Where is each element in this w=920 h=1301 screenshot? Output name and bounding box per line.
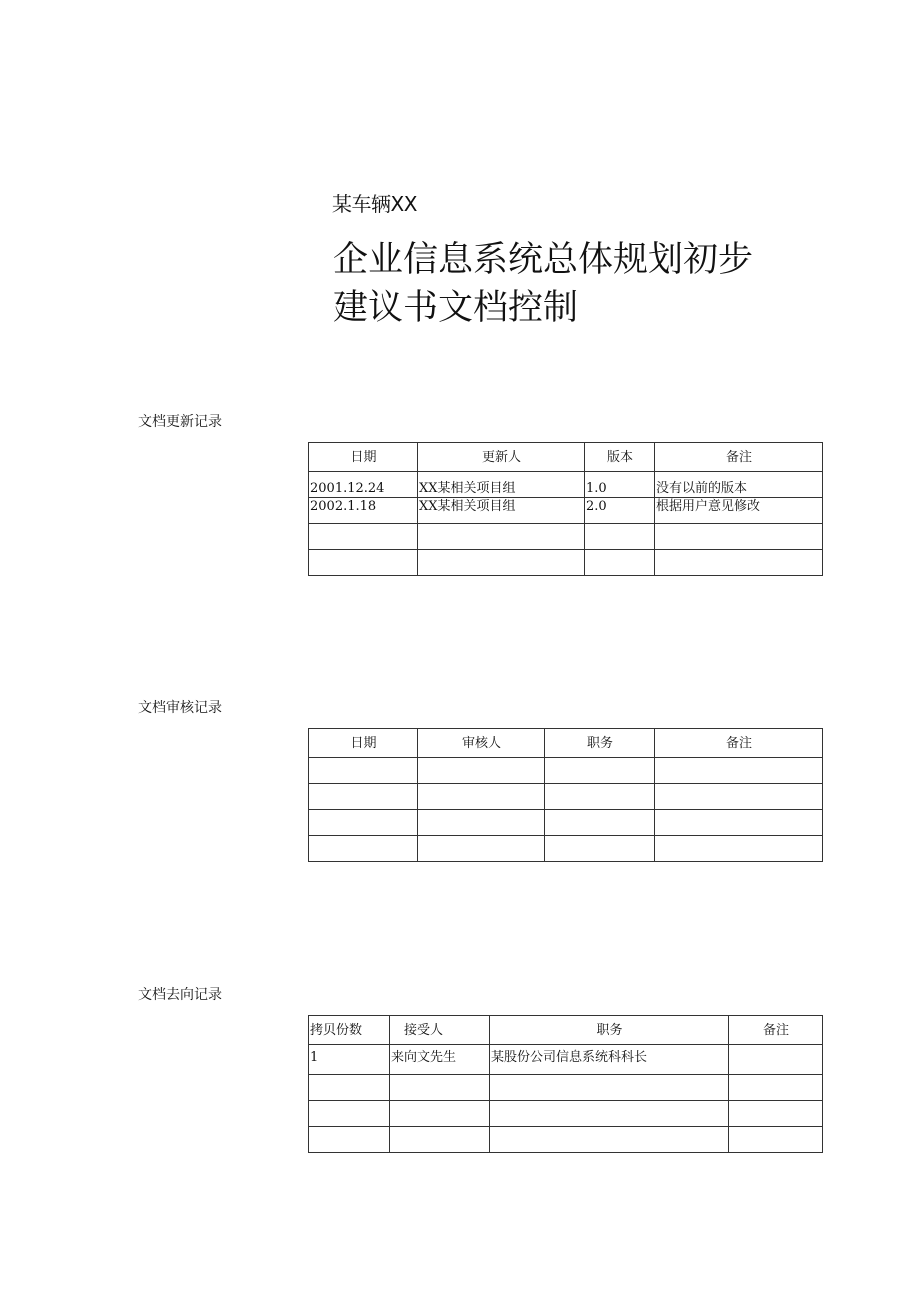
table-cell: [309, 758, 418, 784]
table-cell: [729, 1127, 823, 1153]
title-line-2: 建议书文档控制: [333, 288, 579, 328]
table-cell: [390, 1101, 490, 1127]
review-record-label: 文档审核记录: [138, 700, 222, 716]
column-header: 备注: [655, 443, 823, 472]
table-cell: [545, 836, 655, 862]
table-cell: [545, 784, 655, 810]
column-header: 版本: [585, 443, 655, 472]
company-name: 某车辆XX: [332, 192, 417, 216]
table-cell: [309, 810, 418, 836]
table-cell: 1: [309, 1045, 390, 1075]
table-cell: [390, 1127, 490, 1153]
table-cell: [418, 836, 545, 862]
table-cell: [729, 1075, 823, 1101]
table-header-row: [309, 443, 823, 472]
update-record-label: 文档更新记录: [138, 414, 222, 430]
table-row: [309, 758, 823, 784]
table-cell: [655, 524, 823, 550]
column-header: 日期: [309, 729, 418, 758]
table-row: [309, 810, 823, 836]
table-cell: [655, 758, 823, 784]
table-row: [309, 1075, 823, 1101]
distribution-record-label: 文档去向记录: [138, 987, 222, 1003]
table-cell: [585, 524, 655, 550]
table-row: [309, 550, 823, 576]
table-cell: [490, 1127, 729, 1153]
column-header: 更新人: [418, 443, 585, 472]
table-cell: [309, 836, 418, 862]
column-header: 职务: [545, 729, 655, 758]
table-row: [309, 524, 823, 550]
table-cell: [309, 550, 418, 576]
table-cell: [655, 836, 823, 862]
table-cell: XX某相关项目组: [418, 498, 585, 524]
table-cell: [418, 550, 585, 576]
table-cell: [490, 1101, 729, 1127]
table-row: [309, 498, 823, 524]
table-cell: [418, 784, 545, 810]
table-cell: [418, 810, 545, 836]
table-cell: 2002.1.18: [309, 498, 418, 524]
column-header: 审核人: [418, 729, 545, 758]
table-row: [309, 836, 823, 862]
table-header-row: [309, 1016, 823, 1045]
distribution-record-table: [308, 1015, 823, 1153]
column-header: 职务: [490, 1016, 729, 1045]
title-line-1: 企业信息系统总体规划初步: [333, 240, 754, 280]
column-header: 备注: [729, 1016, 823, 1045]
table-cell: 来向文先生: [390, 1045, 490, 1075]
table-cell: [309, 1075, 390, 1101]
table-cell: [309, 1127, 390, 1153]
column-header: 日期: [309, 443, 418, 472]
table-cell: [729, 1101, 823, 1127]
table-cell: [655, 550, 823, 576]
table-cell: [655, 784, 823, 810]
review-record-table: [308, 728, 823, 862]
table-row: [309, 1101, 823, 1127]
table-row: [309, 1045, 823, 1075]
table-cell: 2001.12.24: [309, 472, 418, 498]
table-cell: [545, 810, 655, 836]
column-header: 拷贝份数: [309, 1016, 390, 1045]
table-cell: [418, 758, 545, 784]
table-cell: 某股份公司信息系统科科长: [490, 1045, 729, 1075]
document-title: [333, 236, 753, 332]
table-cell: [390, 1075, 490, 1101]
table-cell: [545, 758, 655, 784]
table-cell: [655, 810, 823, 836]
table-cell: 根据用户意见修改: [655, 498, 823, 524]
table-cell: [729, 1045, 823, 1075]
update-record-table: [308, 442, 823, 576]
table-cell: XX某相关项目组: [418, 472, 585, 498]
table-row: [309, 784, 823, 810]
table-cell: [309, 784, 418, 810]
table-cell: 2.0: [585, 498, 655, 524]
column-header: 备注: [655, 729, 823, 758]
table-header-row: [309, 729, 823, 758]
table-cell: 1.0: [585, 472, 655, 498]
table-row: [309, 1127, 823, 1153]
table-cell: 没有以前的版本: [655, 472, 823, 498]
table-cell: [309, 1101, 390, 1127]
table-row: [309, 472, 823, 498]
table-cell: [490, 1075, 729, 1101]
column-header: 接受人: [390, 1016, 490, 1045]
table-cell: [418, 524, 585, 550]
table-cell: [309, 524, 418, 550]
table-cell: [585, 550, 655, 576]
